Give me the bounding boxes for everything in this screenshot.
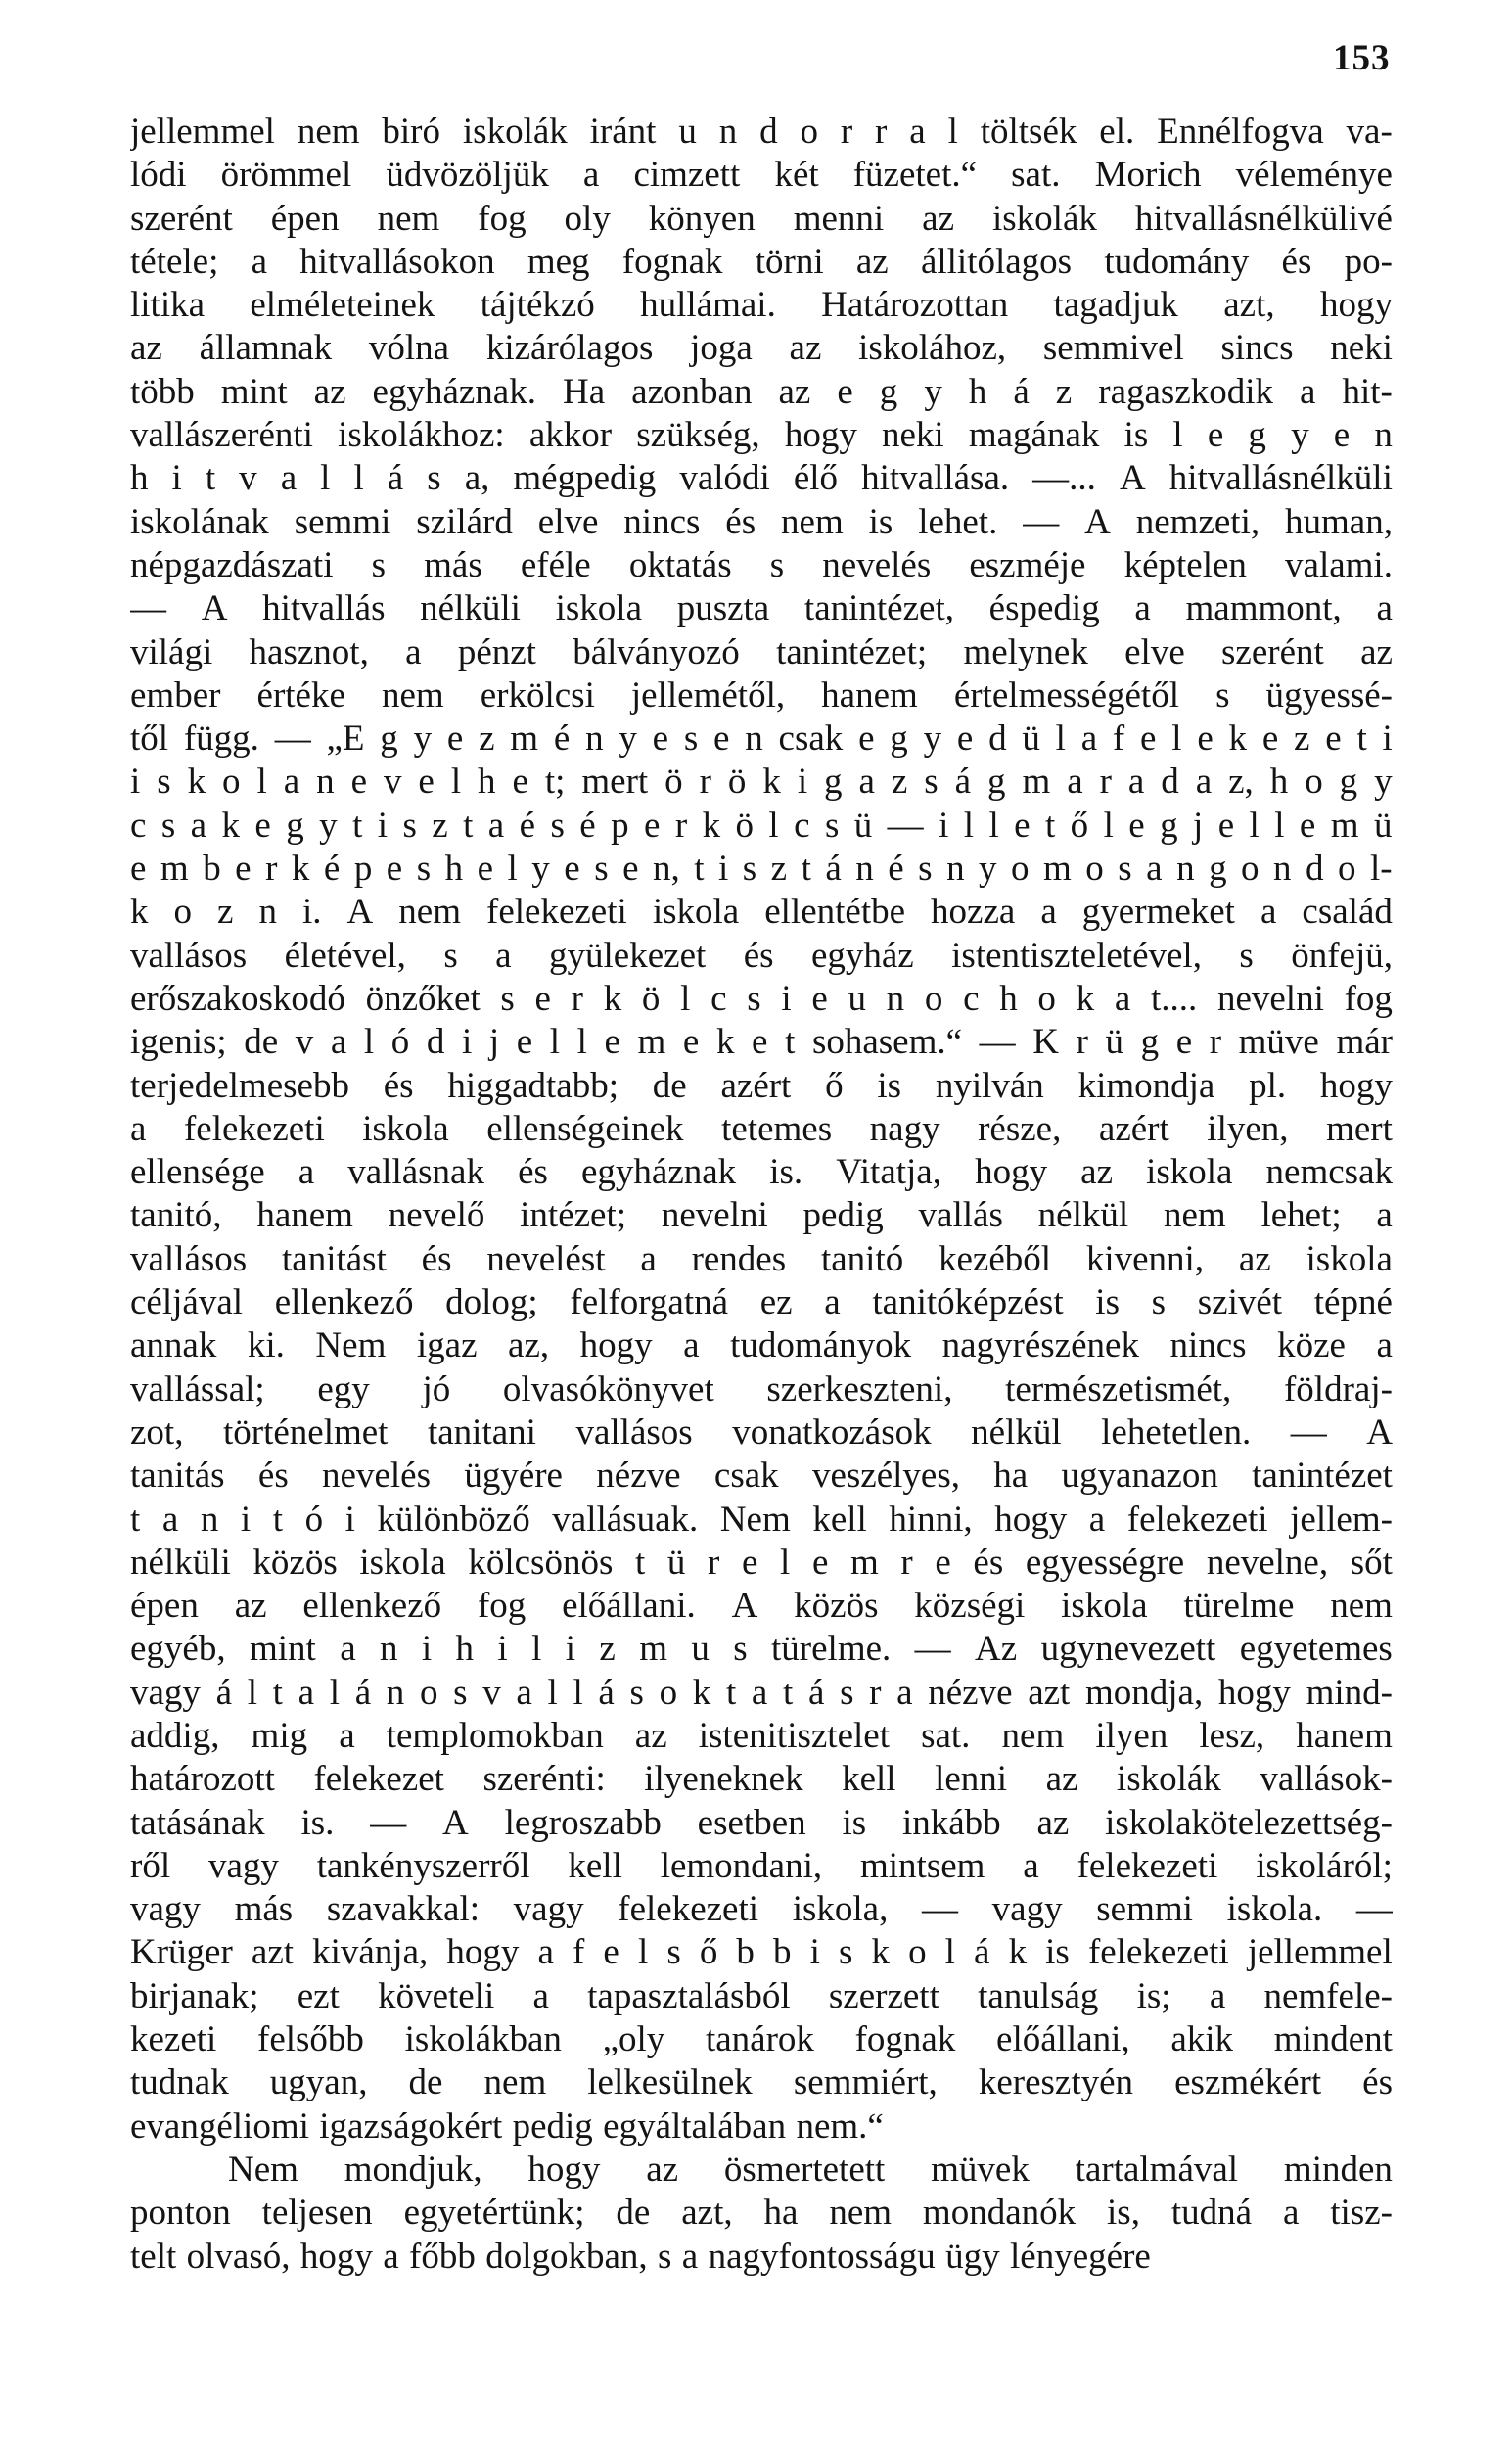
text-line: k o z n i. A nem felekezeti iskola ellentétbe hozza a gyermeket a család: [130, 892, 1393, 933]
text-line: tanitás és nevelés ügyére nézve csak veszélyes, ha ugyanazon tanintézet: [130, 1455, 1393, 1497]
text-line: nélküli közös iskola kölcsönös t ü r e l e m r e és egyességre nevelne, sőt: [130, 1542, 1393, 1583]
page-number: 153: [1333, 38, 1391, 78]
text-line: c s a k e g y t i s z t a é s é p e r k ö l c s ü — i l l e t ő l e g j e l l e m ü: [130, 805, 1393, 846]
text-line: vallászerénti iskolákhoz: akkor szükség, hogy neki magának is l e g y e n: [130, 415, 1393, 456]
text-line: kezeti felsőbb iskolákban „oly tanárok fognak előállani, akik mindent: [130, 2019, 1393, 2060]
text-line: től függ. — „E g y e z m é n y e s e n csak e g y e d ü l a f e l e k e z e t i: [130, 718, 1393, 760]
text-line: épen az ellenkező fog előállani. A közös községi iskola türelme nem: [130, 1586, 1393, 1627]
text-line: jellemmel nem biró iskolák iránt u n d o r r a l töltsék el. Ennélfogva va-: [130, 112, 1393, 152]
text-line: addig, mig a templomokban az istenitisztelet sat. nem ilyen lesz, hanem: [130, 1715, 1393, 1756]
text-line: a felekezeti iskola ellenségeinek tetemes nagy része, azért ilyen, mert: [130, 1108, 1393, 1149]
text-line: vallással; egy jó olvasókönyvet szerkeszteni, természetismét, földraj-: [130, 1368, 1393, 1409]
text-line: litika elméleteinek tájtékzó hullámai. Határozottan tagadjuk azt, hogy: [130, 285, 1393, 326]
text-line: iskolának semmi szilárd elve nincs és nem is lehet. — A nemzeti, human,: [130, 501, 1393, 542]
text-line: az államnak vólna kizárólagos joga az iskolához, semmivel sincs neki: [130, 328, 1393, 369]
text-line: — A hitvallás nélküli iskola puszta tanintézet, éspedig a mammont, a: [130, 588, 1393, 629]
text-line: evangéliomi igazságokért pedig egyáltalában nem.“: [130, 2105, 884, 2147]
text-line: népgazdászati s más eféle oktatás s nevelés eszméje képtelen valami.: [130, 544, 1393, 585]
text-line: terjedelmesebb és higgadtabb; de azért ő is nyilván kimondja pl. hogy: [130, 1065, 1393, 1106]
body-text: [130, 111, 1393, 2279]
text-line: ember értéke nem erkölcsi jellemétől, hanem értelmességétől s ügyessé-: [130, 674, 1393, 716]
text-line: határozott felekezet szerénti: ilyeneknek kell lenni az iskolák vallások-: [130, 1759, 1393, 1800]
text-line: tatásának is. — A legroszabb esetben is inkább az iskolakötelezettség-: [130, 1802, 1393, 1843]
text-line: szerént épen nem fog oly könyen menni az iskolák hitvallásnélkülivé: [130, 198, 1393, 239]
text-line: igenis; de v a l ó d i j e l l e m e k e t sohasem.“ — K r ü g e r müve már: [130, 1022, 1393, 1063]
text-line: Nem mondjuk, hogy az ösmertetett müvek tartalmával minden: [228, 2148, 1393, 2190]
text-line: telt olvasó, hogy a főbb dolgokban, s a nagyfontosságu ügy lényegére: [130, 2236, 1151, 2277]
text-line: annak ki. Nem igaz az, hogy a tudományok nagyrészének nincs köze a: [130, 1325, 1393, 1366]
text-line: világi hasznot, a pénzt bálványozó tanintézet; melynek elve szerént az: [130, 631, 1393, 672]
text-line: tanitó, hanem nevelő intézet; nevelni pedig vallás nélkül nem lehet; a: [130, 1195, 1393, 1236]
text-line: Krüger azt kivánja, hogy a f e l s ő b b i s k o l á k is felekezeti jellemmel: [130, 1932, 1393, 1973]
text-line: céljával ellenkező dolog; felforgatná ez a tanitóképzést is s szivét tépné: [130, 1282, 1393, 1323]
text-line: ellensége a vallásnak és egyháznak is. Vitatja, hogy az iskola nemcsak: [130, 1152, 1393, 1193]
text-line: vagy á l t a l á n o s v a l l á s o k t a t á s r a nézve azt mondja, hogy mind-: [130, 1672, 1393, 1713]
text-line: t a n i t ó i különböző vallásuak. Nem kell hinni, hogy a felekezeti jellem-: [130, 1499, 1393, 1540]
text-line: erőszakoskodó önzőket s e r k ö l c s i e u n o c h o k a t.... nevelni fog: [130, 978, 1393, 1019]
text-line: birjanak; ezt követeli a tapasztalásból szerzett tanulság is; a nemfele-: [130, 1975, 1393, 2016]
text-line: e m b e r k é p e s h e l y e s e n, t i s z t á n é s n y o m o s a n g o n d o l-: [130, 849, 1393, 890]
text-line: ről vagy tankényszerről kell lemondani, mintsem a felekezeti iskoláról;: [130, 1845, 1393, 1886]
text-line: i s k o l a n e v e l h e t; mert ö r ö k i g a z s á g m a r a d a z, h o g y: [130, 762, 1393, 803]
text-line: lódi örömmel üdvözöljük a cimzett két füzetet.“ sat. Morich véleménye: [130, 155, 1393, 196]
text-line: zot, történelmet tanitani vallásos vonatkozások nélkül lehetetlen. — A: [130, 1411, 1393, 1453]
text-line: h i t v a l l á s a, mégpedig valódi élő hitvallása. —... A hitvallásnélküli: [130, 458, 1393, 499]
text-line: egyéb, mint a n i h i l i z m u s türelme. — Az ugynevezett egyetemes: [130, 1629, 1393, 1670]
text-line: vagy más szavakkal: vagy felekezeti iskola, — vagy semmi iskola. —: [130, 1889, 1393, 1930]
text-line: tudnak ugyan, de nem lelkesülnek semmiért, keresztyén eszmékért és: [130, 2062, 1393, 2103]
text-line: ponton teljesen egyetértünk; de azt, ha nem mondanók is, tudná a tisz-: [130, 2193, 1393, 2234]
text-line: több mint az egyháznak. Ha azonban az e g y h á z ragaszkodik a hit-: [130, 371, 1393, 412]
text-line: vallásos életével, s a gyülekezet és egyház istentiszteletével, s önfejü,: [130, 935, 1393, 976]
text-line: tétele; a hitvallásokon meg fognak törni az állitólagos tudomány és po-: [130, 241, 1393, 282]
text-line: vallásos tanitást és nevelést a rendes tanitó kezéből kivenni, az iskola: [130, 1238, 1393, 1279]
